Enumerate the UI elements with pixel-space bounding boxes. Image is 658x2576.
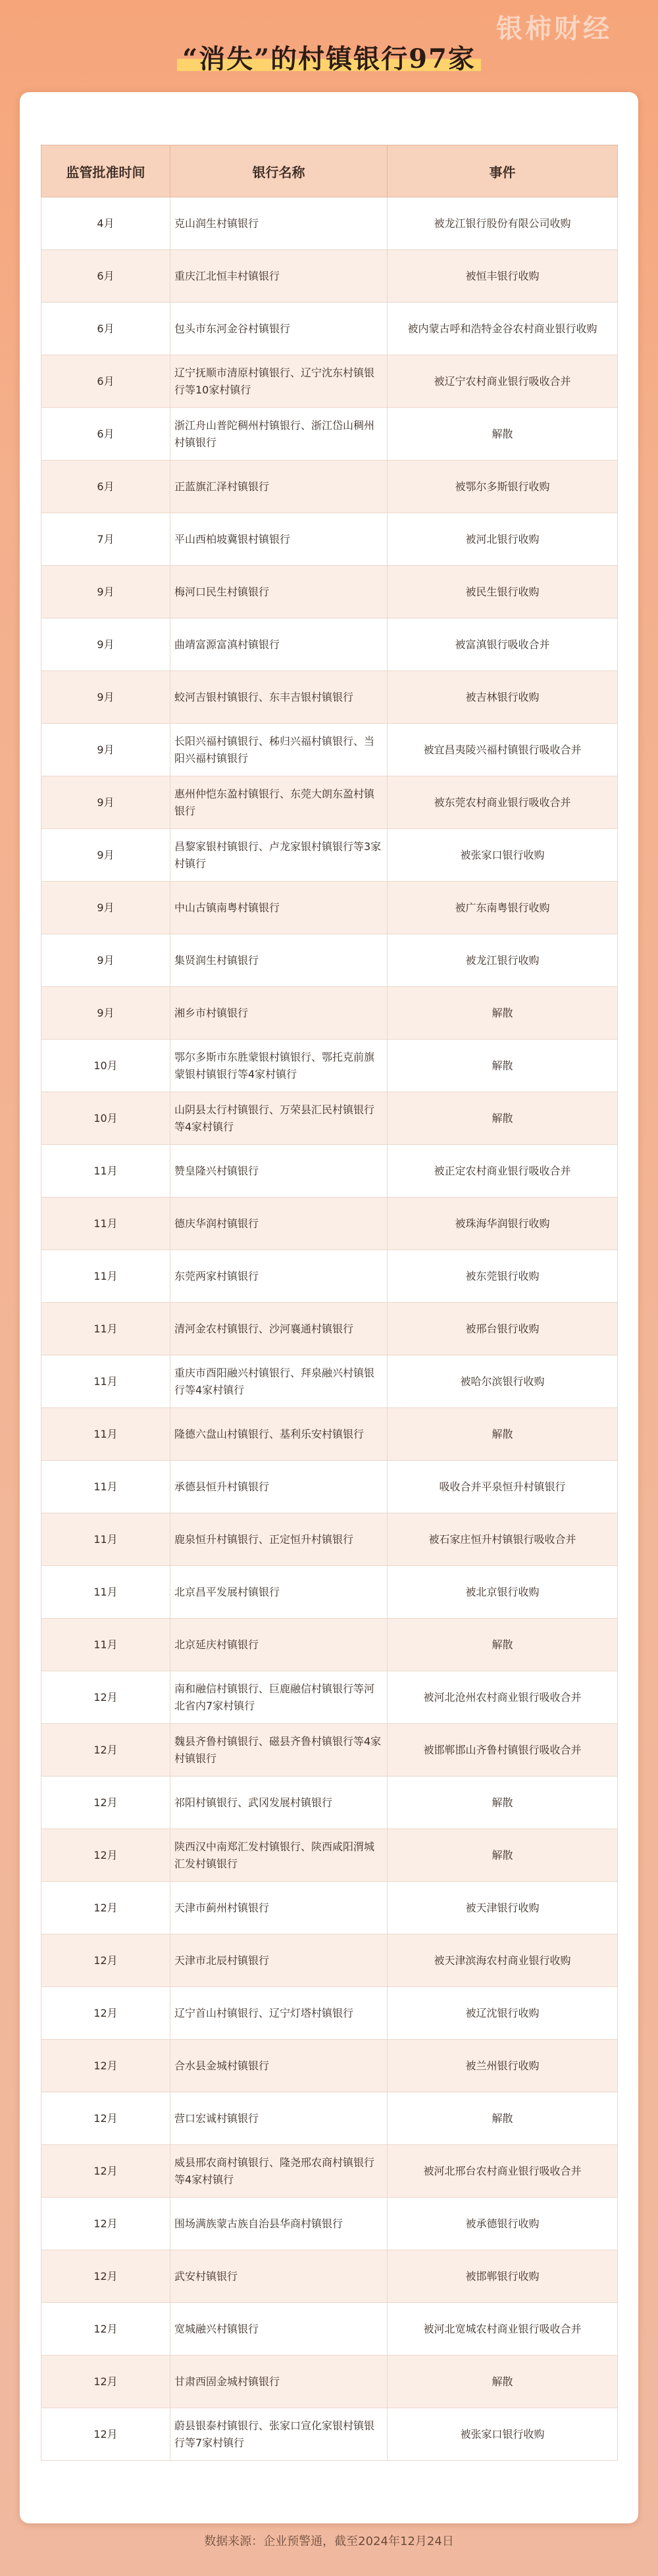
table-row bbox=[41, 461, 618, 513]
table-row bbox=[41, 724, 618, 776]
cell-time: 9月 bbox=[41, 776, 170, 829]
cell-time: 12月 bbox=[41, 2356, 170, 2408]
cell-time: 10月 bbox=[41, 1040, 170, 1092]
table-row bbox=[41, 2092, 618, 2145]
table-row bbox=[41, 303, 618, 355]
cell-bank-name: 北京昌平发展村镇银行 bbox=[170, 1566, 388, 1619]
cell-time: 11月 bbox=[41, 1513, 170, 1566]
cell-time: 11月 bbox=[41, 1303, 170, 1355]
cell-bank-name: 围场满族蒙古族自治县华商村镇银行 bbox=[170, 2198, 388, 2250]
cell-bank-name: 德庆华润村镇银行 bbox=[170, 1198, 388, 1250]
table-row bbox=[41, 1303, 618, 1355]
cell-time: 12月 bbox=[41, 1987, 170, 2040]
cell-event: 解散 bbox=[388, 1092, 618, 1145]
cell-time: 12月 bbox=[41, 1934, 170, 1987]
header-row bbox=[41, 145, 618, 197]
cell-bank-name: 武安村镇银行 bbox=[170, 2250, 388, 2303]
cell-bank-name: 长阳兴福村镇银行、秭归兴福村镇银行、当阳兴福村镇银行 bbox=[170, 724, 388, 776]
table-row bbox=[41, 1461, 618, 1513]
cell-bank-name: 惠州仲恺东盈村镇银行、东莞大朗东盈村镇银行 bbox=[170, 776, 388, 829]
table-row bbox=[41, 1934, 618, 1987]
cell-time: 12月 bbox=[41, 1671, 170, 1724]
table-row bbox=[41, 1829, 618, 1882]
cell-event: 解散 bbox=[388, 1777, 618, 1829]
table-row bbox=[41, 1724, 618, 1777]
cell-bank-name: 包头市东河金谷村镇银行 bbox=[170, 303, 388, 355]
cell-time: 12月 bbox=[41, 2198, 170, 2250]
bank-table bbox=[41, 145, 618, 2461]
table-row bbox=[41, 2408, 618, 2461]
table-row bbox=[41, 776, 618, 829]
cell-bank-name: 天津市北辰村镇银行 bbox=[170, 1934, 388, 1987]
cell-bank-name: 祁阳村镇银行、武冈发展村镇银行 bbox=[170, 1777, 388, 1829]
cell-time: 12月 bbox=[41, 1777, 170, 1829]
cell-event: 被富滇银行吸收合并 bbox=[388, 619, 618, 671]
cell-time: 12月 bbox=[41, 2040, 170, 2092]
table-row bbox=[41, 513, 618, 566]
cell-bank-name: 北京延庆村镇银行 bbox=[170, 1619, 388, 1671]
table-row bbox=[41, 1987, 618, 2040]
cell-time: 12月 bbox=[41, 1724, 170, 1777]
cell-event: 被北京银行收购 bbox=[388, 1566, 618, 1619]
table-row bbox=[41, 987, 618, 1040]
cell-bank-name: 陕西汉中南郑汇发村镇银行、陕西咸阳渭城汇发村镇银行 bbox=[170, 1829, 388, 1882]
table-row bbox=[41, 1092, 618, 1145]
cell-bank-name: 营口宏诚村镇银行 bbox=[170, 2092, 388, 2145]
table-row bbox=[41, 1671, 618, 1724]
cell-bank-name: 清河金农村镇银行、沙河襄通村镇银行 bbox=[170, 1303, 388, 1355]
cell-event: 被民生银行收购 bbox=[388, 566, 618, 619]
table-row bbox=[41, 197, 618, 250]
cell-bank-name: 曲靖富源富滇村镇银行 bbox=[170, 619, 388, 671]
cell-bank-name: 山阴县太行村镇银行、万荣县汇民村镇银行等4家村镇行 bbox=[170, 1092, 388, 1145]
cell-event: 解散 bbox=[388, 1829, 618, 1882]
cell-bank-name: 中山古镇南粤村镇银行 bbox=[170, 882, 388, 934]
table-row bbox=[41, 1408, 618, 1461]
cell-bank-name: 南和融信村镇银行、巨鹿融信村镇银行等河北省内7家村镇行 bbox=[170, 1671, 388, 1724]
cell-event: 被张家口银行收购 bbox=[388, 2408, 618, 2461]
cell-event: 被辽宁农村商业银行吸收合并 bbox=[388, 355, 618, 408]
cell-time: 11月 bbox=[41, 1566, 170, 1619]
table-row bbox=[41, 408, 618, 461]
cell-event: 被哈尔滨银行收购 bbox=[388, 1355, 618, 1408]
cell-bank-name: 辽宁抚顺市清原村镇银行、辽宁沈东村镇银行等10家村镇行 bbox=[170, 355, 388, 408]
cell-bank-name: 重庆市酉阳融兴村镇银行、拜泉融兴村镇银行等4家村镇行 bbox=[170, 1355, 388, 1408]
cell-time: 7月 bbox=[41, 513, 170, 566]
title-wrap bbox=[0, 38, 658, 76]
cell-event: 被天津滨海农村商业银行收购 bbox=[388, 1934, 618, 1987]
table-row bbox=[41, 1882, 618, 1934]
table-row bbox=[41, 2198, 618, 2250]
cell-bank-name: 承德县恒升村镇银行 bbox=[170, 1461, 388, 1513]
cell-event: 解散 bbox=[388, 1040, 618, 1092]
cell-event: 被内蒙古呼和浩特金谷农村商业银行收购 bbox=[388, 303, 618, 355]
cell-event: 被石家庄恒升村镇银行吸收合并 bbox=[388, 1513, 618, 1566]
table-row bbox=[41, 1619, 618, 1671]
cell-event: 被吉林银行收购 bbox=[388, 671, 618, 724]
table-row bbox=[41, 1250, 618, 1303]
cell-bank-name: 威县邢农商村镇银行、隆尧邢农商村镇银行等4家村镇行 bbox=[170, 2145, 388, 2198]
cell-time: 6月 bbox=[41, 461, 170, 513]
cell-time: 12月 bbox=[41, 1829, 170, 1882]
cell-event: 被河北沧州农村商业银行吸收合并 bbox=[388, 1671, 618, 1724]
cell-bank-name: 浙江舟山普陀稠州村镇银行、浙江岱山稠州村镇银行 bbox=[170, 408, 388, 461]
cell-event: 被天津银行收购 bbox=[388, 1882, 618, 1934]
table-row bbox=[41, 2250, 618, 2303]
cell-time: 11月 bbox=[41, 1198, 170, 1250]
cell-time: 11月 bbox=[41, 1461, 170, 1513]
cell-event: 被河北银行收购 bbox=[388, 513, 618, 566]
cell-time: 12月 bbox=[41, 1882, 170, 1934]
cell-event: 被张家口银行收购 bbox=[388, 829, 618, 882]
cell-event: 吸收合并平泉恒升村镇银行 bbox=[388, 1461, 618, 1513]
cell-event: 被邯郸邯山齐鲁村镇银行吸收合并 bbox=[388, 1724, 618, 1777]
table-row bbox=[41, 355, 618, 408]
cell-bank-name: 鄂尔多斯市东胜蒙银村镇银行、鄂托克前旗蒙银村镇银行等4家村镇行 bbox=[170, 1040, 388, 1092]
cell-bank-name: 梅河口民生村镇银行 bbox=[170, 566, 388, 619]
cell-time: 12月 bbox=[41, 2303, 170, 2356]
cell-event: 解散 bbox=[388, 987, 618, 1040]
cell-event: 被辽沈银行收购 bbox=[388, 1987, 618, 2040]
cell-time: 9月 bbox=[41, 934, 170, 987]
table-card bbox=[20, 92, 638, 2523]
cell-event: 被鄂尔多斯银行收购 bbox=[388, 461, 618, 513]
cell-event: 被河北邢台农村商业银行吸收合并 bbox=[388, 2145, 618, 2198]
cell-event: 被邢台银行收购 bbox=[388, 1303, 618, 1355]
cell-bank-name: 隆德六盘山村镇银行、基利乐安村镇银行 bbox=[170, 1408, 388, 1461]
cell-event: 解散 bbox=[388, 1619, 618, 1671]
cell-bank-name: 宽城融兴村镇银行 bbox=[170, 2303, 388, 2356]
cell-bank-name: 平山西柏坡冀银村镇银行 bbox=[170, 513, 388, 566]
cell-bank-name: 甘肃西固金城村镇银行 bbox=[170, 2356, 388, 2408]
cell-time: 9月 bbox=[41, 987, 170, 1040]
header-time: 监管批准时间 bbox=[41, 145, 170, 197]
cell-bank-name: 鹿泉恒升村镇银行、正定恒升村镇银行 bbox=[170, 1513, 388, 1566]
watermark-logo: 银柿财经 bbox=[496, 14, 612, 44]
cell-bank-name: 天津市蓟州村镇银行 bbox=[170, 1882, 388, 1934]
cell-event: 解散 bbox=[388, 2092, 618, 2145]
page-title: “消失”的村镇银行97家 bbox=[177, 38, 481, 76]
cell-bank-name: 辽宁首山村镇银行、辽宁灯塔村镇银行 bbox=[170, 1987, 388, 2040]
cell-time: 9月 bbox=[41, 882, 170, 934]
cell-event: 被龙江银行股份有限公司收购 bbox=[388, 197, 618, 250]
cell-bank-name: 魏县齐鲁村镇银行、磁县齐鲁村镇银行等4家村镇银行 bbox=[170, 1724, 388, 1777]
table-row bbox=[41, 671, 618, 724]
cell-time: 12月 bbox=[41, 2408, 170, 2461]
cell-time: 6月 bbox=[41, 355, 170, 408]
cell-event: 解散 bbox=[388, 1408, 618, 1461]
cell-bank-name: 重庆江北恒丰村镇银行 bbox=[170, 250, 388, 303]
cell-time: 6月 bbox=[41, 250, 170, 303]
cell-time: 9月 bbox=[41, 671, 170, 724]
table-row bbox=[41, 2040, 618, 2092]
cell-bank-name: 合水县金城村镇银行 bbox=[170, 2040, 388, 2092]
cell-event: 解散 bbox=[388, 408, 618, 461]
cell-time: 9月 bbox=[41, 724, 170, 776]
cell-bank-name: 湘乡市村镇银行 bbox=[170, 987, 388, 1040]
cell-time: 11月 bbox=[41, 1355, 170, 1408]
table-row bbox=[41, 1513, 618, 1566]
cell-bank-name: 正蓝旗汇泽村镇银行 bbox=[170, 461, 388, 513]
cell-bank-name: 蛟河吉银村镇银行、东丰吉银村镇银行 bbox=[170, 671, 388, 724]
cell-event: 被兰州银行收购 bbox=[388, 2040, 618, 2092]
cell-time: 6月 bbox=[41, 303, 170, 355]
cell-time: 9月 bbox=[41, 619, 170, 671]
table-row bbox=[41, 1777, 618, 1829]
header-event: 事件 bbox=[388, 145, 618, 197]
header-name: 银行名称 bbox=[170, 145, 388, 197]
cell-event: 被东莞农村商业银行吸收合并 bbox=[388, 776, 618, 829]
cell-event: 被正定农村商业银行吸收合并 bbox=[388, 1145, 618, 1198]
cell-bank-name: 东莞两家村镇银行 bbox=[170, 1250, 388, 1303]
table-row bbox=[41, 934, 618, 987]
cell-event: 被广东南粤银行收购 bbox=[388, 882, 618, 934]
table-row bbox=[41, 1198, 618, 1250]
cell-bank-name: 昌黎家银村镇银行、卢龙家银村镇银行等3家村镇行 bbox=[170, 829, 388, 882]
table-row bbox=[41, 619, 618, 671]
table-row bbox=[41, 2303, 618, 2356]
table-row bbox=[41, 2356, 618, 2408]
cell-time: 11月 bbox=[41, 1619, 170, 1671]
table-row bbox=[41, 882, 618, 934]
cell-time: 10月 bbox=[41, 1092, 170, 1145]
cell-event: 被珠海华润银行收购 bbox=[388, 1198, 618, 1250]
cell-time: 11月 bbox=[41, 1408, 170, 1461]
cell-bank-name: 赞皇隆兴村镇银行 bbox=[170, 1145, 388, 1198]
table-row bbox=[41, 2145, 618, 2198]
cell-event: 被承德银行收购 bbox=[388, 2198, 618, 2250]
cell-event: 被河北宽城农村商业银行吸收合并 bbox=[388, 2303, 618, 2356]
cell-time: 9月 bbox=[41, 566, 170, 619]
cell-event: 被邯郸银行收购 bbox=[388, 2250, 618, 2303]
table-header bbox=[41, 145, 618, 197]
data-source-note: 数据来源：企业预警通，截至2024年12月24日 bbox=[204, 2535, 454, 2548]
cell-event: 被宜昌夷陵兴福村镇银行吸收合并 bbox=[388, 724, 618, 776]
table-row bbox=[41, 1566, 618, 1619]
cell-bank-name: 集贤润生村镇银行 bbox=[170, 934, 388, 987]
cell-event: 被恒丰银行收购 bbox=[388, 250, 618, 303]
cell-time: 11月 bbox=[41, 1250, 170, 1303]
cell-bank-name: 蔚县银泰村镇银行、张家口宣化家银村镇银行等7家村镇行 bbox=[170, 2408, 388, 2461]
cell-time: 11月 bbox=[41, 1145, 170, 1198]
cell-time: 9月 bbox=[41, 829, 170, 882]
table-row bbox=[41, 1355, 618, 1408]
cell-time: 12月 bbox=[41, 2250, 170, 2303]
cell-time: 12月 bbox=[41, 2092, 170, 2145]
cell-time: 4月 bbox=[41, 197, 170, 250]
cell-bank-name: 克山润生村镇银行 bbox=[170, 197, 388, 250]
table-row bbox=[41, 1040, 618, 1092]
cell-event: 被龙江银行收购 bbox=[388, 934, 618, 987]
table-body bbox=[41, 197, 618, 2461]
table-row bbox=[41, 829, 618, 882]
cell-event: 解散 bbox=[388, 2356, 618, 2408]
cell-event: 被东莞银行收购 bbox=[388, 1250, 618, 1303]
cell-time: 6月 bbox=[41, 408, 170, 461]
table-row bbox=[41, 566, 618, 619]
cell-time: 12月 bbox=[41, 2145, 170, 2198]
table-row bbox=[41, 250, 618, 303]
table-row bbox=[41, 1145, 618, 1198]
